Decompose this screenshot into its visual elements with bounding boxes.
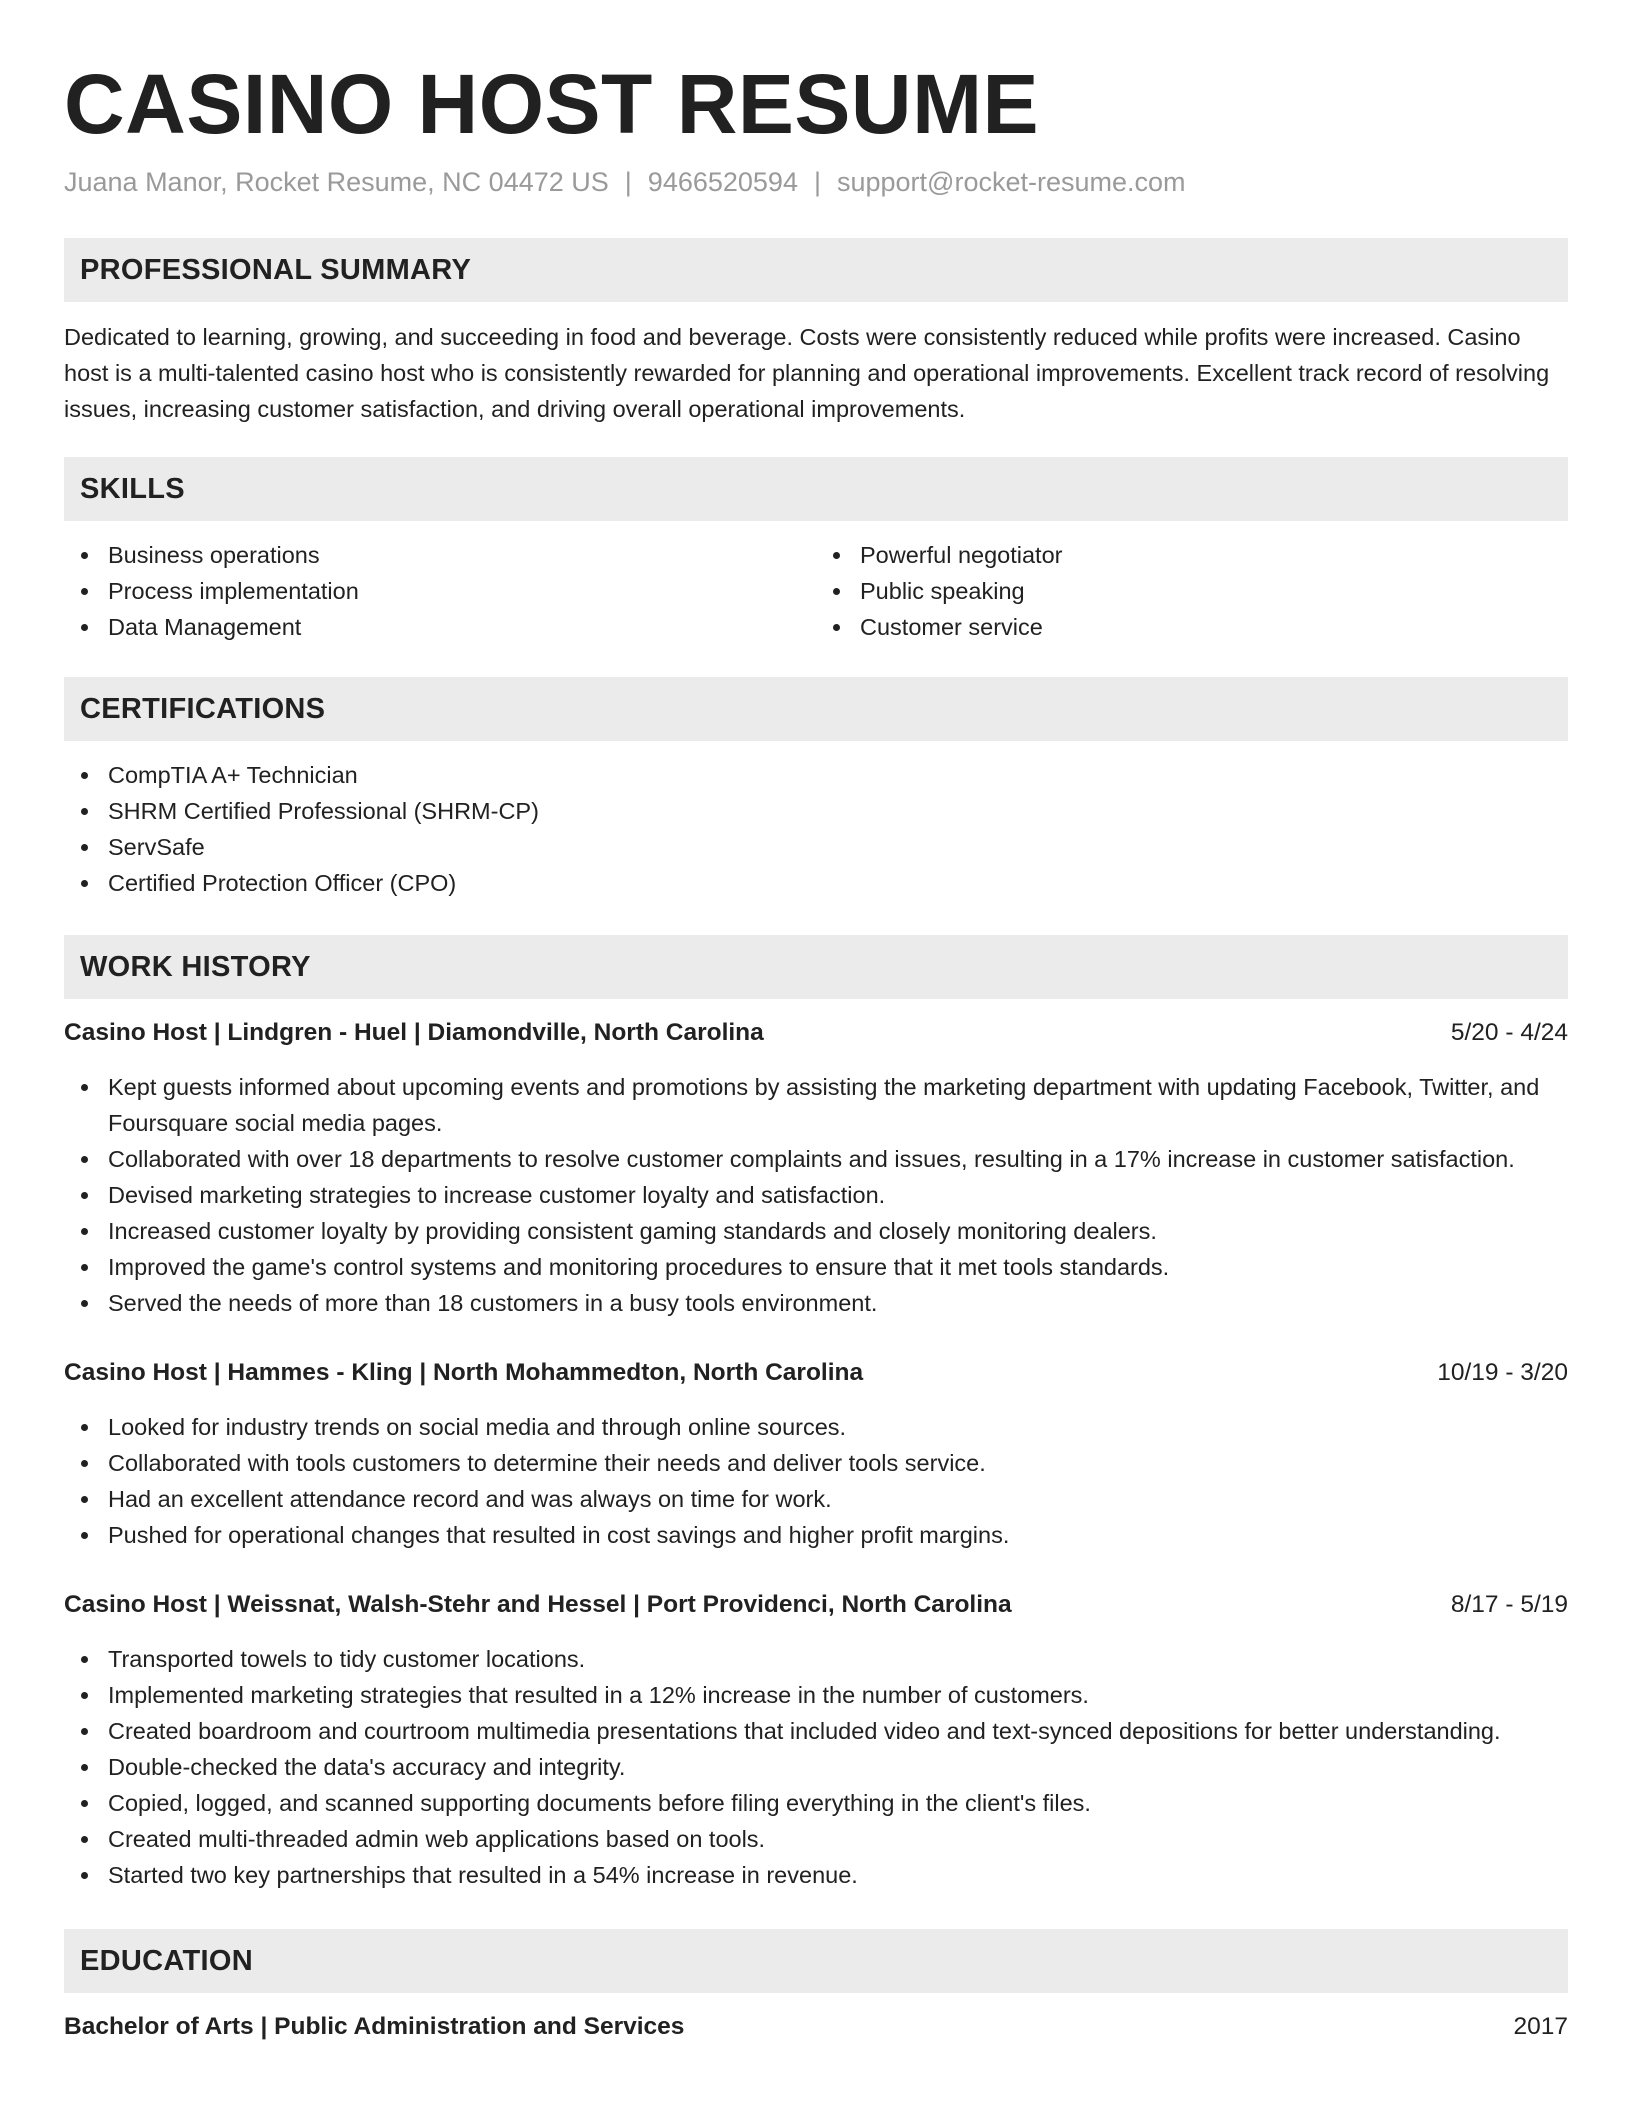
education-dates: 2017	[1513, 2013, 1568, 2040]
job-bullet: Collaborated with tools customers to determine their needs and deliver tools service.	[108, 1445, 1568, 1481]
job-dates: 5/20 - 4/24	[1450, 1019, 1568, 1046]
job-title: Casino Host | Weissnat, Walsh-Stehr and Hessel | Port Providenci, North Carolina	[64, 1591, 1012, 1618]
job-bullet: Double-checked the data's accuracy and integrity.	[108, 1749, 1568, 1785]
skill-item: Business operations	[108, 537, 816, 573]
section-title: WORK HISTORY	[80, 950, 311, 983]
certifications-list	[64, 757, 1568, 901]
skills-list-left	[64, 537, 816, 645]
job-bullet: Copied, logged, and scanned supporting documents before filing everything in the client's files.	[108, 1785, 1568, 1821]
job-bullet: Pushed for operational changes that resulted in cost savings and higher profit margins.	[108, 1517, 1568, 1553]
job-entry	[64, 1587, 1568, 1893]
skills-grid	[64, 537, 1568, 645]
education-entry	[64, 2009, 1568, 2045]
job-bullet: Kept guests informed about upcoming events and promotions by assisting the marketing department with updating Facebook, Twitter, and Foursquare social media pages.	[108, 1069, 1568, 1141]
job-entry	[64, 1355, 1568, 1553]
job-bullet: Improved the game's control systems and monitoring procedures to ensure that it met tools standards.	[108, 1249, 1568, 1285]
job-title: Casino Host | Hammes - Kling | North Mohammedton, North Carolina	[64, 1359, 864, 1386]
skills-list-right	[816, 537, 1568, 645]
section-title: PROFESSIONAL SUMMARY	[80, 253, 472, 286]
job-bullet: Started two key partnerships that resulted in a 54% increase in revenue.	[108, 1857, 1568, 1893]
contact-line	[64, 164, 1568, 200]
resume-title: CASINO HOST RESUME	[64, 57, 1040, 151]
job-bullet: Transported towels to tidy customer locations.	[108, 1641, 1568, 1677]
job-bullets	[64, 1069, 1568, 1321]
skill-item: Process implementation	[108, 573, 816, 609]
job-bullet: Served the needs of more than 18 customers in a busy tools environment.	[108, 1285, 1568, 1321]
contact-separator: |	[624, 167, 632, 197]
section-title: SKILLS	[80, 472, 185, 505]
section-header-skills	[64, 457, 1568, 521]
job-bullets	[64, 1641, 1568, 1893]
job-bullet: Collaborated with over 18 departments to resolve customer complaints and issues, resulting in a 17% increase in customer satisfaction.	[108, 1141, 1568, 1177]
section-header-summary	[64, 238, 1568, 302]
contact-phone: 9466520594	[647, 167, 798, 197]
contact-address: Juana Manor, Rocket Resume, NC 04472 US	[64, 167, 609, 197]
section-header-certifications	[64, 677, 1568, 741]
job-header	[64, 1587, 1568, 1623]
skill-item: Customer service	[860, 609, 1568, 645]
contact-separator: |	[813, 167, 821, 197]
job-bullet: Increased customer loyalty by providing consistent gaming standards and closely monitoring dealers.	[108, 1213, 1568, 1249]
certification-item: CompTIA A+ Technician	[108, 757, 1568, 793]
skill-item: Data Management	[108, 609, 816, 645]
certification-item: SHRM Certified Professional (SHRM-CP)	[108, 793, 1568, 829]
contact-email: support@rocket-resume.com	[836, 167, 1186, 197]
certification-item: Certified Protection Officer (CPO)	[108, 865, 1568, 901]
job-bullet: Created boardroom and courtroom multimedia presentations that included video and text-synced depositions for better understanding.	[108, 1713, 1568, 1749]
job-bullets	[64, 1409, 1568, 1553]
job-header	[64, 1015, 1568, 1051]
section-title: EDUCATION	[80, 1944, 253, 1977]
skill-item: Public speaking	[860, 573, 1568, 609]
job-bullet: Looked for industry trends on social media and through online sources.	[108, 1409, 1568, 1445]
job-bullet: Created multi-threaded admin web applications based on tools.	[108, 1821, 1568, 1857]
certification-item: ServSafe	[108, 829, 1568, 865]
section-header-education	[64, 1929, 1568, 1993]
job-header	[64, 1355, 1568, 1391]
job-entry	[64, 1015, 1568, 1321]
skill-item: Powerful negotiator	[860, 537, 1568, 573]
job-bullet: Devised marketing strategies to increase customer loyalty and satisfaction.	[108, 1177, 1568, 1213]
education-title: Bachelor of Arts | Public Administration and Services	[64, 2013, 685, 2040]
job-bullet: Implemented marketing strategies that resulted in a 12% increase in the number of customers.	[108, 1677, 1568, 1713]
summary-text: Dedicated to learning, growing, and succeeding in food and beverage. Costs were consistently reduced while profits were increased. Casino host is a multi-talented casino host who is consistently rewarded for planning and operational improvements. Excellent track record of resolving issues, increasing customer satisfaction, and driving overall operational improvements.	[64, 324, 1550, 422]
section-title: CERTIFICATIONS	[80, 692, 326, 725]
job-title: Casino Host | Lindgren - Huel | Diamondville, North Carolina	[64, 1019, 764, 1046]
job-bullet: Had an excellent attendance record and was always on time for work.	[108, 1481, 1568, 1517]
section-header-work-history	[64, 935, 1568, 999]
job-dates: 8/17 - 5/19	[1450, 1591, 1568, 1618]
job-dates: 10/19 - 3/20	[1437, 1359, 1568, 1386]
